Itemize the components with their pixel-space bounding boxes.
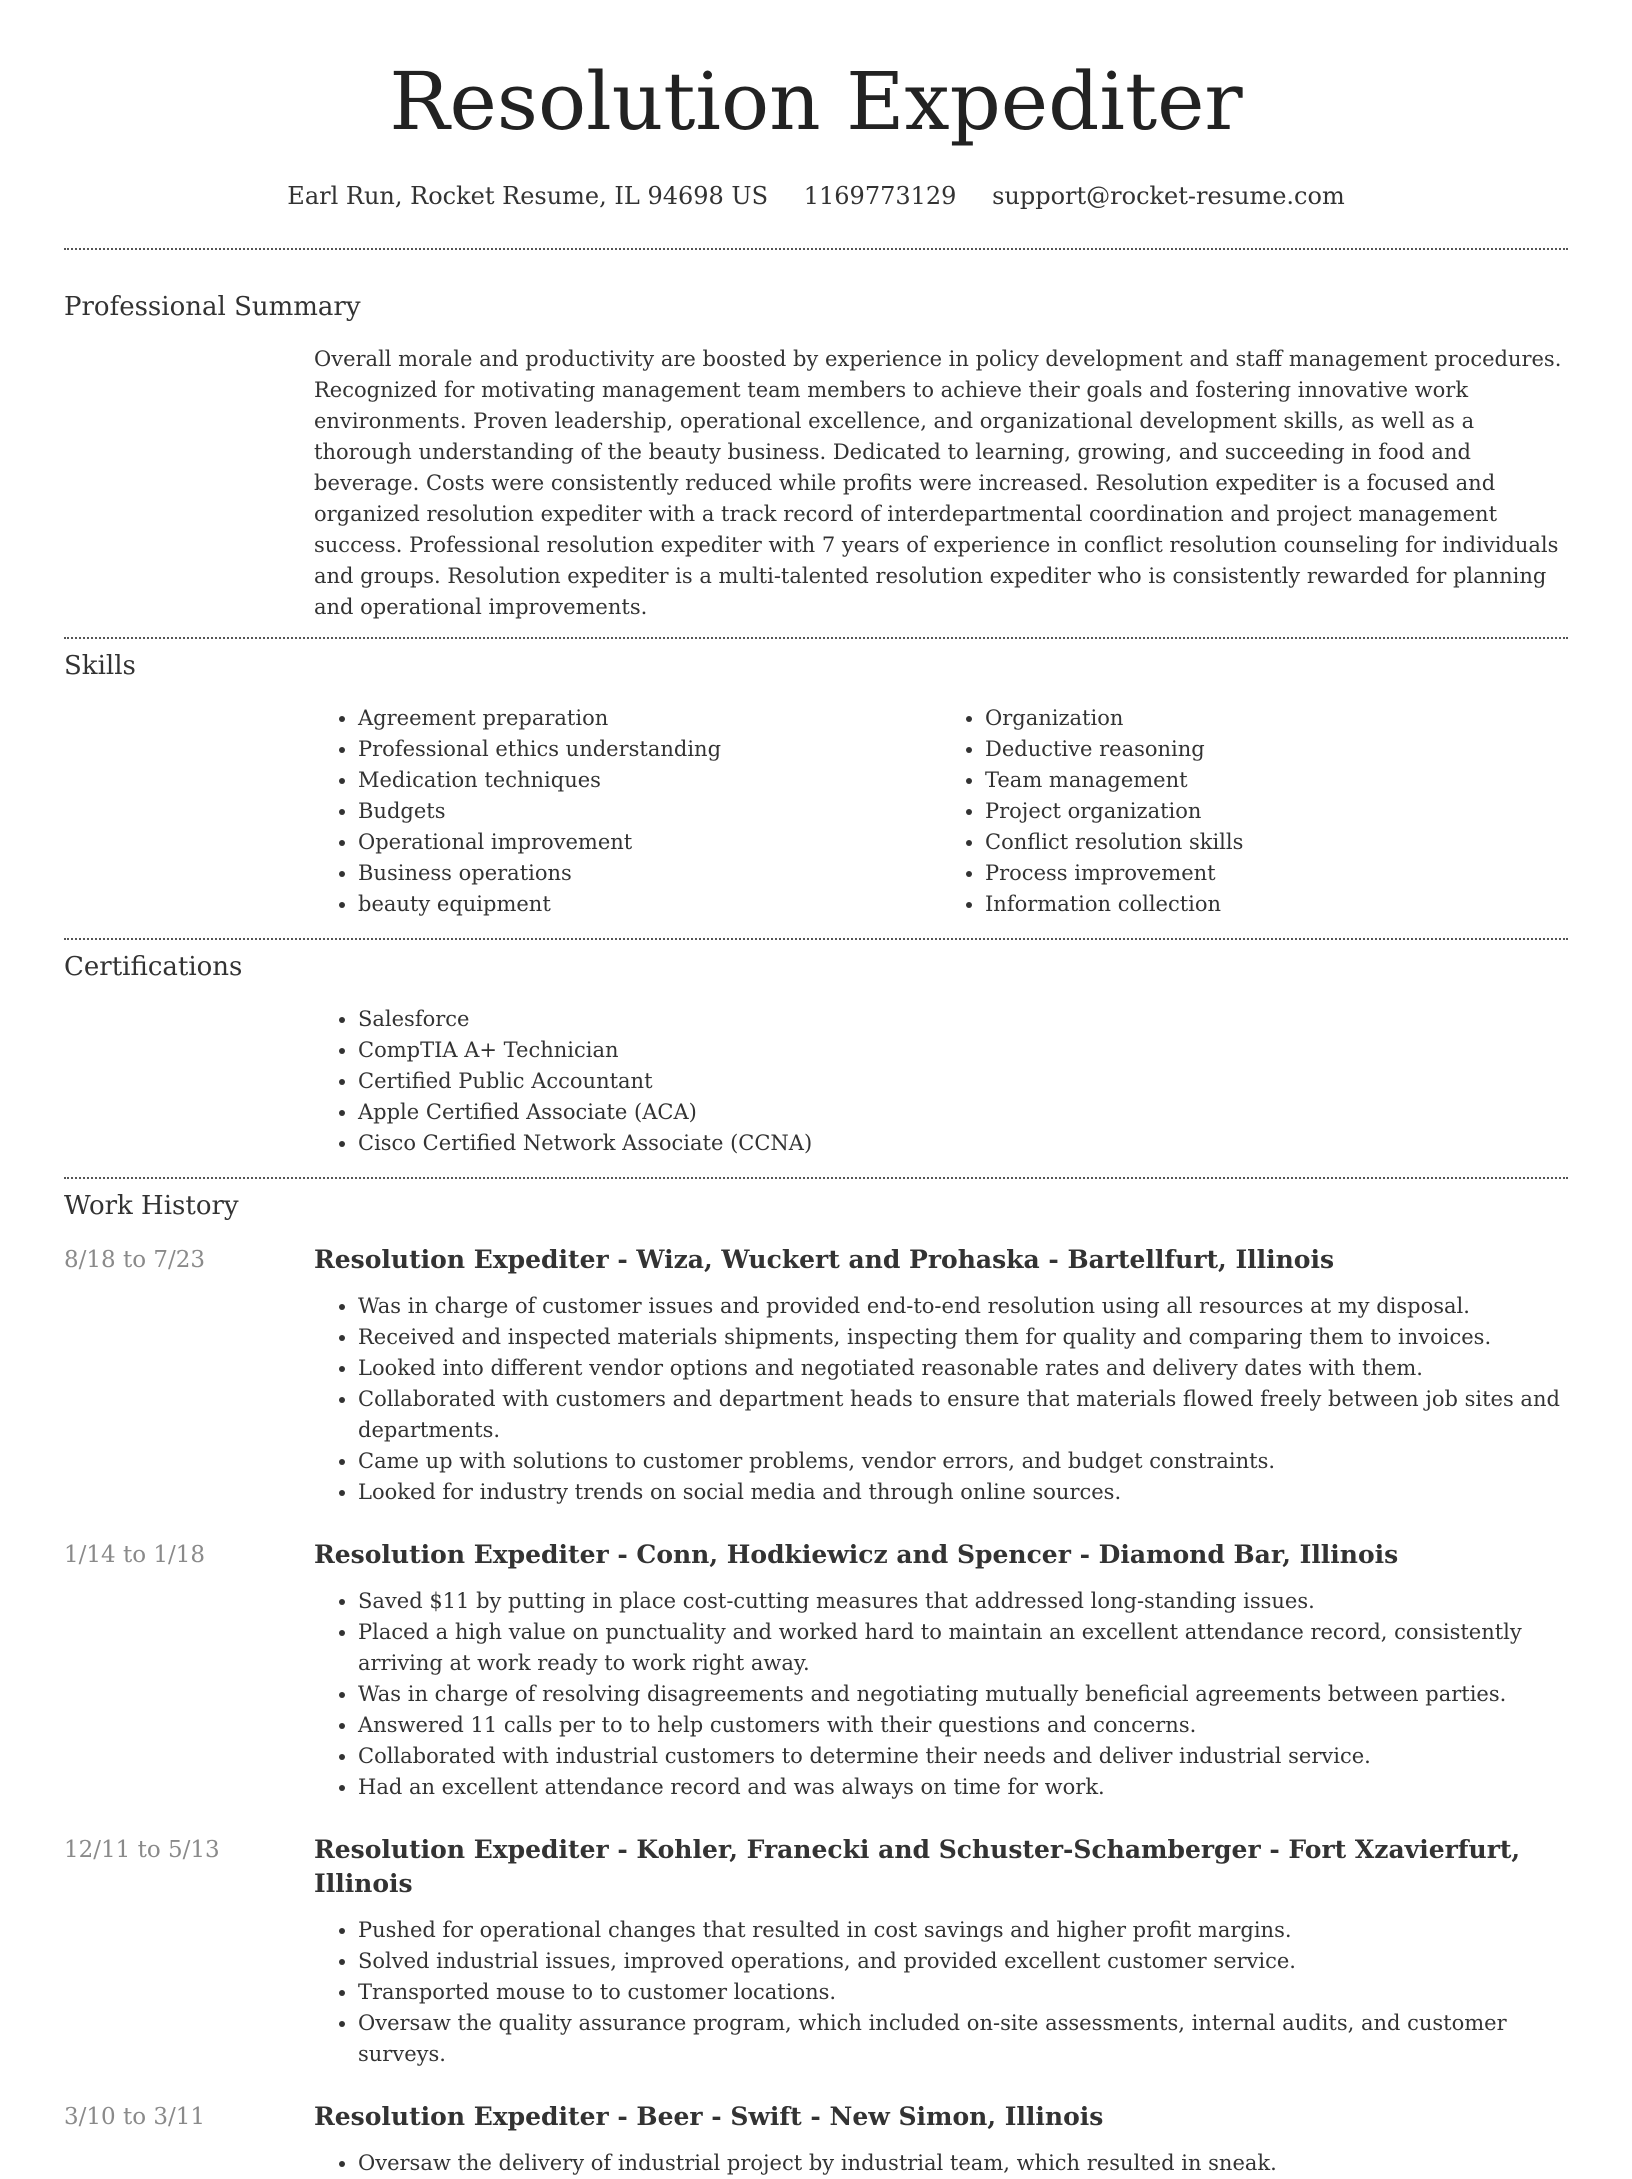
job-bullet: • Collaborated with industrial customers to determine their needs and deliver industrial service. — [358, 1741, 1568, 1772]
skill-item: • Business operations — [358, 858, 941, 889]
contact-line — [0, 182, 1632, 210]
skill-item: • Information collection — [985, 889, 1568, 920]
job-title: Resolution Expediter - Conn, Hodkiewicz and Spencer - Diamond Bar, Illinois — [314, 1540, 1399, 1569]
certification-item: • CompTIA A+ Technician — [358, 1035, 1568, 1066]
candidate-name: Resolution Expediter — [389, 55, 1243, 148]
phone: 1169773129 — [803, 182, 957, 210]
job-bullet: • Oversaw the delivery of industrial project by industrial team, which resulted in sneak. — [358, 2148, 1568, 2179]
skills-list-right — [941, 703, 1568, 920]
work-history-section — [0, 1179, 1632, 1223]
certification-item: • Apple Certified Associate (ACA) — [358, 1097, 1568, 1128]
skill-item: • Professional ethics understanding — [358, 734, 941, 765]
skill-item: • Conflict resolution skills — [985, 827, 1568, 858]
job-bullet: • Looked for industry trends on social media and through online sources. — [358, 1477, 1568, 1508]
skills-list-left — [314, 703, 941, 920]
email: support@rocket-resume.com — [992, 182, 1345, 210]
resume-header — [0, 0, 1632, 210]
certification-item: • Salesforce — [358, 1004, 1568, 1035]
certification-item: • Certified Public Accountant — [358, 1066, 1568, 1097]
skill-item: • Process improvement — [985, 858, 1568, 889]
job-bullet: • Transported mouse to to customer locations. — [358, 1977, 1568, 2008]
job-dates: 8/18 to 7/23 — [64, 1247, 206, 1273]
job-dates: 12/11 to 5/13 — [64, 1837, 220, 1863]
job-bullet: • Saved $11 by putting in place cost-cutting measures that addressed long-standing issues. — [358, 1586, 1568, 1617]
job-bullet: • Pushed for operational changes that resulted in cost savings and higher profit margins. — [358, 1915, 1568, 1946]
job-bullet: • Oversaw the quality assurance program, which included on-site assessments, internal audits, and customer surveys. — [358, 2008, 1568, 2070]
job-bullets — [314, 1586, 1568, 1803]
job-bullet: • Collaborated with customers and department heads to ensure that materials flowed freely between job sites and departments. — [358, 1384, 1568, 1446]
skill-item: • Medication techniques — [358, 765, 941, 796]
job-bullet: • Received and inspected materials shipments, inspecting them for quality and comparing them to invoices. — [358, 1322, 1568, 1353]
job-bullets — [314, 1291, 1568, 1508]
skill-item: • Budgets — [358, 796, 941, 827]
job-title: Resolution Expediter - Kohler, Franecki and Schuster-Schamberger - Fort Xzavierfurt, Illinois — [314, 1835, 1521, 1898]
job-title: Resolution Expediter - Wiza, Wuckert and Prohaska - Bartellfurt, Illinois — [314, 1245, 1335, 1274]
job-dates: 1/14 to 1/18 — [64, 1542, 206, 1568]
job-bullets — [314, 2148, 1568, 2179]
job-title: Resolution Expediter - Beer - Swift - New Simon, Illinois — [314, 2102, 1104, 2131]
job-bullet: • Solved industrial issues, improved operations, and provided excellent customer service. — [358, 1946, 1568, 1977]
certifications-title: Certifications — [64, 952, 243, 982]
job-bullets — [314, 1915, 1568, 2070]
certifications-section — [0, 940, 1632, 1177]
skills-grid — [314, 703, 1568, 938]
skill-item: • Organization — [985, 703, 1568, 734]
job-bullet: • Answered 11 calls per to to help customers with their questions and concerns. — [358, 1710, 1568, 1741]
certification-item: • Cisco Certified Network Associate (CCNA) — [358, 1128, 1568, 1159]
skill-item: • Team management — [985, 765, 1568, 796]
skill-item: • beauty equipment — [358, 889, 941, 920]
job-bullet: • Came up with solutions to customer problems, vendor errors, and budget constraints. — [358, 1446, 1568, 1477]
summary-text: Overall morale and productivity are boosted by experience in policy development and staff management procedures. Recognized for motivating management team members to achieve their goals and fostering innovative work environments. Proven leadership, operational excellence, and organizational development skills, as well as a thorough understanding of the beauty business. Dedicated to learning, growing, and succeeding in food and beverage. Costs were consistently reduced while profits were increased. Resolution expediter is a focused and organized resolution expediter with a track record of interdepartmental coordination and project management success. Professional resolution expediter with 7 years of experience in conflict resolution counseling for individuals and groups. Resolution expediter is a multi-talented resolution expediter who is consistently rewarded for planning and operational improvements. — [314, 347, 1562, 619]
skill-item: • Deductive reasoning — [985, 734, 1568, 765]
job-dates: 3/10 to 3/11 — [64, 2104, 206, 2130]
skills-section — [0, 639, 1632, 938]
job-bullet: • Was in charge of customer issues and provided end-to-end resolution using all resources at my disposal. — [358, 1291, 1568, 1322]
skill-item: • Operational improvement — [358, 827, 941, 858]
certifications-list — [314, 1004, 1568, 1177]
skill-item: • Agreement preparation — [358, 703, 941, 734]
job-bullet: • Was in charge of resolving disagreements and negotiating mutually beneficial agreements between parties. — [358, 1679, 1568, 1710]
job-entry — [0, 1538, 1632, 1803]
job-bullet: • Looked into different vendor options and negotiated reasonable rates and delivery dates with them. — [358, 1353, 1568, 1384]
summary-title: Professional Summary — [64, 292, 361, 322]
job-bullet: • Placed a high value on punctuality and worked hard to maintain an excellent attendance record, consistently arriving at work ready to work right away. — [358, 1617, 1568, 1679]
address: Earl Run, Rocket Resume, IL 94698 US — [287, 182, 769, 210]
job-entry — [0, 1833, 1632, 2070]
job-bullet: • Had an excellent attendance record and was always on time for work. — [358, 1772, 1568, 1803]
skills-title: Skills — [64, 651, 136, 681]
skill-item: • Project organization — [985, 796, 1568, 827]
job-entry — [0, 1243, 1632, 1508]
work-history-title: Work History — [64, 1191, 239, 1221]
summary-section — [0, 250, 1632, 637]
